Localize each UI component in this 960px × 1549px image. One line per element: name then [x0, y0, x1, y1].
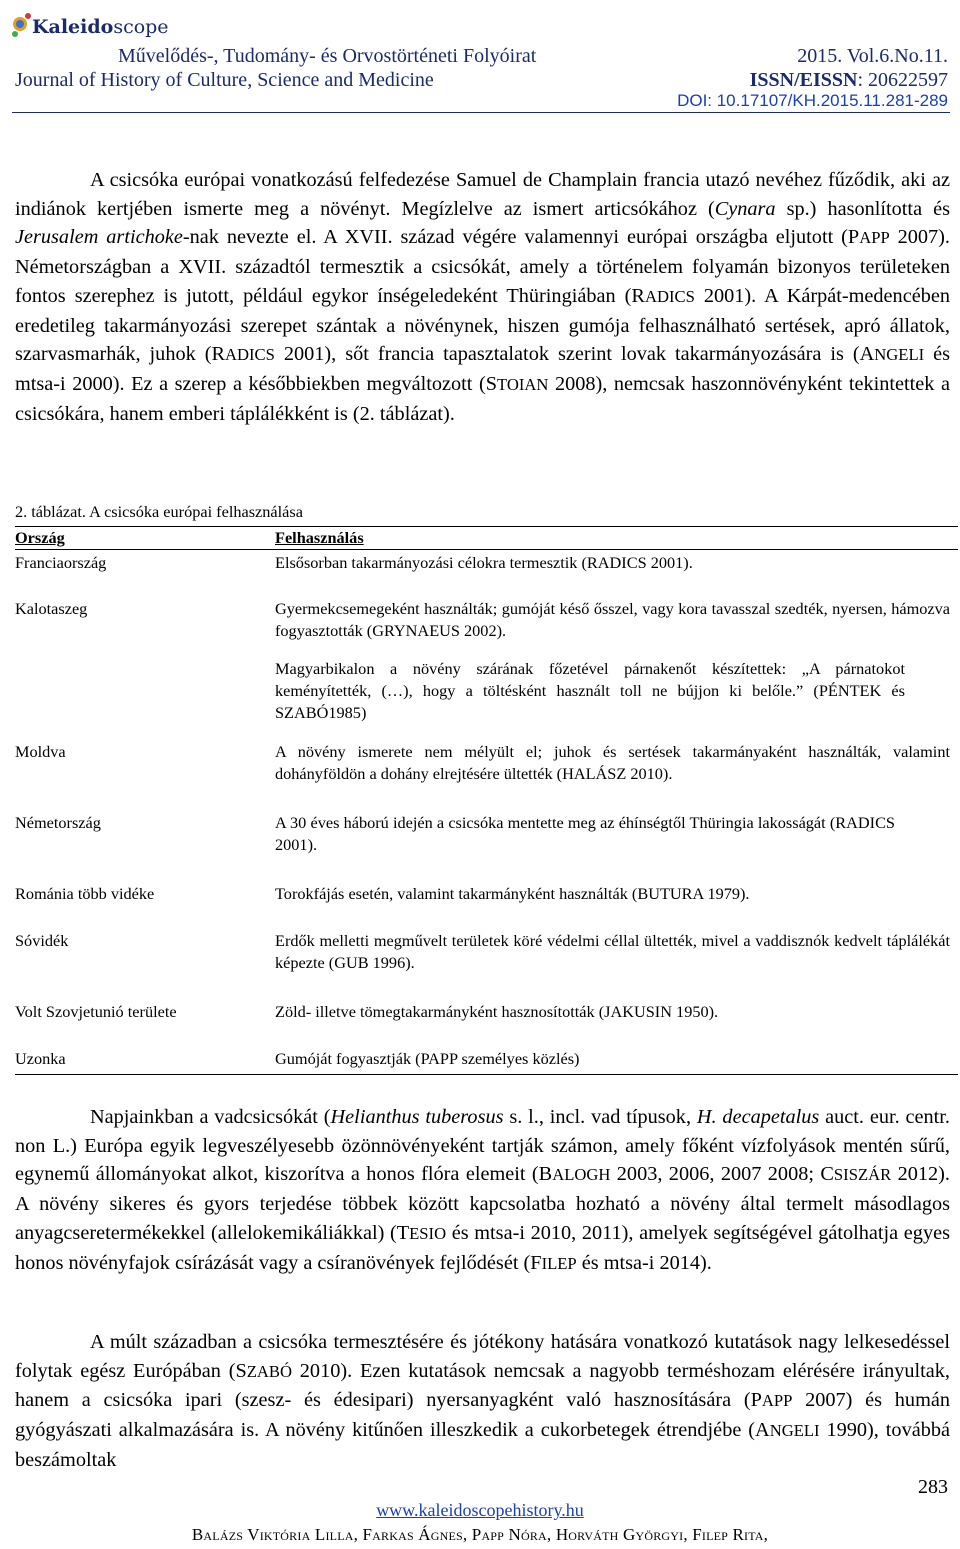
usage-cell: Erdők melletti megművelt területek köré védelmi céllal ültették, mivel a vaddisznók kedvelt táplálékát képezte (GUB 1996).	[275, 931, 950, 972]
usage-cell: Elsősorban takarmányozási célokra termesztik (RADICS 2001).	[275, 553, 693, 572]
text-run: és mtsa-i 2010, 2011), amelyek segítségével gátolhatja egyes honos növényfajok csírázását vagy a csíranövények fejlődését (	[15, 1221, 950, 1274]
table-caption	[15, 502, 303, 522]
citation-author: F	[530, 1251, 542, 1274]
citation-author: TOIAN	[497, 374, 549, 394]
table-bottom-rule	[15, 1074, 958, 1075]
issn-info	[750, 68, 948, 92]
country-cell: Németország	[15, 813, 101, 832]
citation-author: S	[235, 1359, 247, 1382]
caption-number: 2. táblázat.	[15, 502, 86, 521]
text-run: 2001), sőt francia tapasztalatok szerint lovak takarmányozására is (	[274, 343, 860, 366]
text-run: 2010). Ezen kutatások nemcsak a nagyobb terméshozam elérésére irányultak, hanem a csicsóka ipari (szesz- és édesipari) nyersanyagként való hasznosítására (	[15, 1359, 950, 1412]
header-divider	[12, 112, 950, 113]
text-run: 2007) és humán gyógyászati alkalmazására is. A növény kitűnően illeszkedik a cukorbetegek étrendjébe (	[15, 1389, 950, 1442]
country-cell: Volt Szovjetunió területe	[15, 1002, 177, 1021]
citation-author: NGELI	[874, 345, 925, 365]
text-run: A csicsóka európai vonatkozású felfedezése Samuel de Champlain francia utazó nevéhez fűződik, aki az indiánok kertjében ismerte meg a növényt. Megízlelve az ismert articsókához (	[15, 169, 950, 220]
text-run: auct. eur. centr. non L.) Európa egyik legveszélyesebb özönnövényeként tartják számon, amely főként vízfolyások mentén sűrű, egynemű állományokat alkot, kiszorítva a honos flóra elemeit (	[15, 1106, 950, 1186]
citation-author: A	[859, 343, 875, 366]
usage-cell: Gumóját fogyasztják (PAPP személyes közlés)	[275, 1049, 580, 1068]
table-header	[15, 526, 958, 550]
term-italic: Jerusalem artichoke	[15, 226, 183, 249]
paragraph-3	[15, 1328, 950, 1475]
citation-author: ADICS	[225, 345, 275, 365]
citation-author: S	[485, 372, 497, 395]
text-run: 2012). A növény sikeres és gyors terjedése többek között kapcsolatba hozható a növény által termelt másodlagos anyagcseretermékekkel (allelokemikáliákkal) (	[15, 1163, 950, 1244]
text-run: 1990), továbbá beszámoltak	[15, 1419, 950, 1471]
logo-text-1: Kaleido	[32, 16, 114, 38]
caption-text: A csicsóka európai felhasználása	[85, 502, 303, 521]
country-cell: Sóvidék	[15, 931, 69, 950]
text-run: Napjainkban a vadcsicsókát (	[90, 1106, 331, 1128]
taxon-italic: Cynara	[714, 197, 776, 220]
citation-author: R	[211, 343, 225, 366]
taxon-italic: H.	[696, 1106, 717, 1128]
citation-author: NGELI	[769, 1421, 820, 1441]
journal-logo	[10, 4, 169, 48]
text-run: 2003, 2006, 2007 2008;	[610, 1163, 821, 1186]
usage-cell: Torokfájás esetén, valamint takarmányként használták (BUTURA 1979).	[275, 884, 750, 903]
issn-label: ISSN/EISSN	[749, 69, 858, 91]
citation-author: C	[820, 1163, 834, 1186]
citation-author: ADICS	[644, 286, 695, 306]
page-number: 283	[918, 1476, 948, 1498]
taxon-italic: decapetalus	[722, 1106, 820, 1128]
citation-author: APP	[761, 1391, 793, 1411]
taxon-italic: Helianthus tuberosus	[330, 1106, 504, 1128]
issn-value: : 20622597	[857, 69, 948, 91]
usage-table	[15, 526, 958, 1068]
text-run: 2007). Németországban a XVII. századtól termesztik a csicsókát, amely a történelem folyamán bizonyos területeken fontos szerephez is jutott, például egykor ínségeledeként Thüringiában (	[15, 226, 951, 307]
text-run: s. l., incl. vad típusok,	[503, 1106, 697, 1128]
citation-author: T	[396, 1221, 410, 1244]
citation-author: A	[755, 1419, 770, 1442]
journal-title-en: Journal of History of Culture, Science and Medicine	[15, 69, 434, 91]
logo-text-2: scope	[113, 16, 169, 38]
text-run: és mtsa-i 2014).	[576, 1251, 712, 1274]
citation-author: B	[538, 1163, 553, 1186]
usage-cell: A növény ismerete nem mélyült el; juhok és sertések takarmányaként használták, valamint dohányföldön a dohány elrejtésére ültették (HALÁSZ 2010).	[275, 742, 950, 783]
usage-cell: Magyarbikalon a növény szárának főzetével párnakenőt készítettek: „A párnatokot keményítették, (…), hogy a töltésként használt toll ne bújjon ki belőle.” (PÉNTEK és SZABÓ1985)	[275, 659, 905, 722]
citation-author: APP	[859, 228, 890, 248]
text-run: 2001). A Kárpát-medencében eredetileg takarmányozási szerepet szántak a növénynek, hiszen gumója felhasználható sertések, apró állatok, szarvasmarhák, juhok (	[15, 284, 950, 366]
citation-author: ESIO	[409, 1223, 447, 1243]
website-link[interactable]: www.kaleidoscopehistory.hu	[376, 1500, 584, 1520]
citation-author: ILEP	[541, 1253, 577, 1273]
usage-cell: A 30 éves háború idején a csicsóka mentette meg az éhínségtől Thüringia lakosságát (RADICS 2001).	[275, 813, 895, 854]
citation-author: P	[750, 1389, 762, 1412]
citation-author: ALOGH	[552, 1165, 611, 1185]
country-cell: Uzonka	[15, 1049, 66, 1068]
paragraph-2	[15, 1103, 950, 1278]
usage-cell: Zöld- illetve tömegtakarmányként hasznosították (JAKUSIN 1950).	[275, 1002, 719, 1021]
text-run: -nak nevezte el. A XVII. század végére valamennyi európai országba eljutott (	[182, 226, 848, 249]
citation-author: P	[847, 226, 860, 249]
country-cell: Románia több vidéke	[15, 884, 155, 903]
text-run: sp.) hasonlította és	[775, 197, 950, 220]
column-header-usage: Felhasználás	[275, 528, 364, 547]
citation-author: R	[631, 284, 645, 307]
text-run: A múlt században a csicsóka termesztésére és jótékony hatására vonatkozó kutatások nagy lelkesedéssel folytak egész Európában (	[15, 1331, 950, 1382]
doi-link[interactable]: DOI: 10.17107/KH.2015.11.281-289	[677, 91, 948, 110]
citation-author: ZABÓ	[246, 1361, 292, 1381]
text-run: 2008), nemcsak haszonnövényként tekintettek a csicsókára, hanem emberi táplálékként is (2. táblázat).	[15, 372, 950, 425]
issue-info: 2015. Vol.6.No.11.	[797, 45, 948, 67]
text-run: és mtsa-i 2000). Ez a szerep a későbbiekben megváltozott (	[15, 343, 951, 395]
column-header-country: Ország	[15, 528, 65, 547]
citation-author: SISZÁR	[833, 1165, 892, 1185]
country-cell: Moldva	[15, 742, 66, 761]
paragraph-1	[15, 166, 950, 428]
journal-title-hu: Művelődés-, Tudomány- és Orvostörténeti Folyóirat	[118, 45, 537, 67]
footer-authors: Balázs Viktória Lilla, Farkas Ágnes, Papp Nóra, Horváth Györgyi, Filep Rita,	[191, 1525, 769, 1544]
country-cell: Franciaország	[15, 553, 107, 572]
usage-cell: Gyermekcsemegeként használták; gumóját késő ősszel, vagy kora tavasszal szedték, nyersen, hámozva fogyasztották (GRYNAEUS 2002).	[275, 599, 950, 640]
country-cell: Kalotaszeg	[15, 599, 88, 618]
